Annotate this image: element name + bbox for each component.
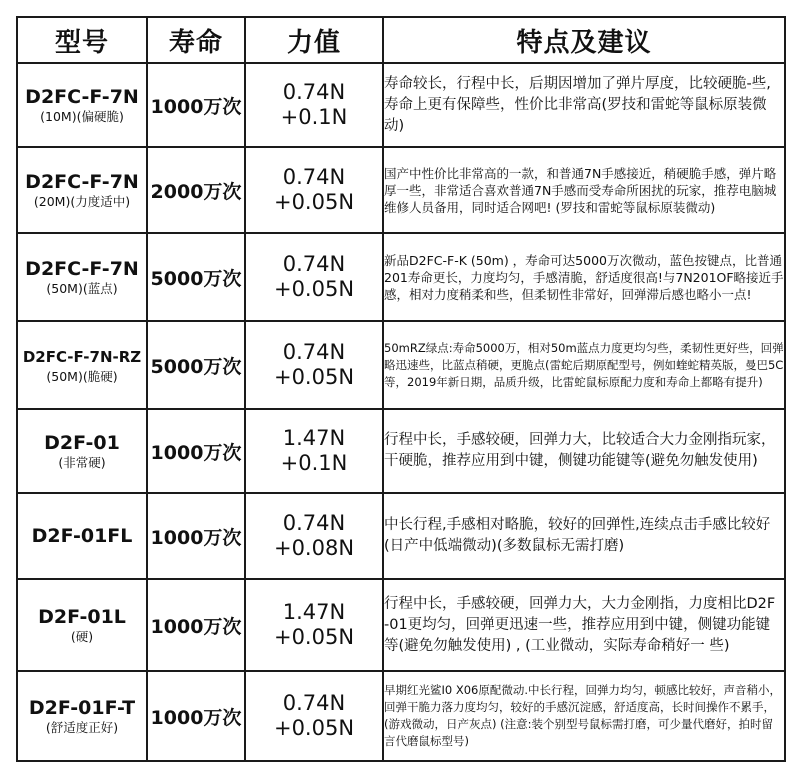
force-value: 0.74N — [282, 80, 346, 104]
features-text: 国产中性价比非常高的一款，和普通7N手感接近，稍硬脆手感，弹片略厚一些，非常适合喜欢普通7N手感而受寿命所困扰的玩家，推荐电脑城维修人员备用，同时适合网吧! (罗技和雷蛇等鼠标原装微动) — [383, 147, 785, 233]
model-note: (50M)(脆硬) — [46, 369, 118, 384]
table-row — [17, 147, 785, 233]
model-name: D2F-01FL — [31, 525, 133, 547]
force-cell — [245, 147, 383, 233]
force-cell — [245, 671, 383, 761]
table-row — [17, 233, 785, 321]
model-cell — [17, 493, 147, 579]
force-cell — [245, 579, 383, 671]
model-name: D2FC-F-7N-RZ — [22, 348, 142, 366]
force-value: 0.74N — [282, 165, 346, 189]
model-note: (50M)(蓝点) — [46, 281, 118, 296]
model-name: D2F-01F-T — [28, 697, 136, 719]
force-tolerance: +0.1N — [280, 105, 348, 129]
table-row — [17, 493, 785, 579]
force-value: 0.74N — [282, 340, 346, 364]
life-value: 2000万次 — [147, 147, 245, 233]
header-row — [17, 17, 785, 63]
life-value: 5000万次 — [147, 233, 245, 321]
force-value: 0.74N — [282, 252, 346, 276]
model-note: (舒适度正好) — [45, 720, 119, 735]
table-row — [17, 63, 785, 147]
features-text: 50mRZ绿点:寿命5000万，相对50m蓝点力度更均匀些，柔韧性更好些，回弹略迅速些，比蓝点稍硬，更脆点(雷蛇后期原配型号，例如蝰蛇精英版，曼巴5C等，2019年新日期，品质升级，比雷蛇鼠标原配力度和寿命上都略有提升) — [383, 321, 785, 409]
model-note: (10M)(偏硬脆) — [40, 109, 124, 124]
force-cell — [245, 63, 383, 147]
model-name: D2F-01 — [44, 432, 120, 454]
features-text: 寿命较长，行程中长，后期因增加了弹片厚度，比较硬脆-些,寿命上更有保障些，性价比非常高(罗技和雷蛇等鼠标原装微动) — [383, 63, 785, 147]
life-value: 1000万次 — [147, 671, 245, 761]
model-name: D2FC-F-7N — [25, 258, 139, 280]
force-tolerance: +0.08N — [273, 536, 355, 560]
force-cell — [245, 493, 383, 579]
life-value: 1000万次 — [147, 409, 245, 493]
model-cell — [17, 579, 147, 671]
features-text: 行程中长，手感较硬，回弹力大，比较适合大力金刚指玩家，干硬脆，推荐应用到中键，侧键功能键等(避免勿触发使用) — [383, 409, 785, 493]
features-text: 早期红光鲨I0 X06原配微动.中长行程，回弹力均匀，顿感比较好，声音稍小，回弹干脆力落力度均匀，较好的手感沉淀感，舒适度高，长时间操作不累手，(游戏微动，日产灰点) (注意:装个别型号鼠标需打磨，可少量代磨好，拍时留言代磨鼠标型号) — [383, 671, 785, 761]
force-tolerance: +0.05N — [273, 716, 355, 740]
model-cell — [17, 63, 147, 147]
model-cell — [17, 409, 147, 493]
model-note: (硬) — [70, 629, 94, 644]
switch-spec-table — [16, 16, 786, 762]
life-value: 1000万次 — [147, 63, 245, 147]
force-tolerance: +0.05N — [273, 625, 355, 649]
life-value: 1000万次 — [147, 579, 245, 671]
features-text: 中长行程,手感相对略脆，较好的回弹性,连续点击手感比较好(日产中低端微动)(多数鼠标无需打磨) — [383, 493, 785, 579]
features-text: 新品D2FC-F-K (50m) ，寿命可达5000万次微动，蓝色按键点，比普通201寿命更长，力度均匀，手感清脆，舒适度很高!与7N201OF略接近手感，相对力度稍柔和些，但柔韧性非常好，回弹滞后感也略小一点! — [383, 233, 785, 321]
model-cell — [17, 233, 147, 321]
force-value: 0.74N — [282, 511, 346, 535]
force-value: 0.74N — [282, 691, 346, 715]
model-name: D2FC-F-7N — [25, 171, 139, 193]
model-name: D2F-01L — [38, 606, 126, 628]
features-text: 行程中长，手感较硬，回弹力大，大力金刚指，力度相比D2F -01更均匀，回弹更迅速一些，推荐应用到中键，侧键功能键等(避免勿触发使用) , (工业微动，实际寿命稍好一 些) — [383, 579, 785, 671]
header-life: 寿命 — [147, 17, 245, 63]
model-name: D2FC-F-7N — [25, 86, 139, 108]
force-cell — [245, 233, 383, 321]
model-cell — [17, 321, 147, 409]
model-cell — [17, 147, 147, 233]
force-tolerance: +0.05N — [273, 365, 355, 389]
force-value: 1.47N — [282, 600, 346, 624]
life-value: 1000万次 — [147, 493, 245, 579]
force-cell — [245, 409, 383, 493]
force-tolerance: +0.1N — [280, 451, 348, 475]
model-cell — [17, 671, 147, 761]
force-tolerance: +0.05N — [273, 277, 355, 301]
header-features: 特点及建议 — [383, 17, 785, 63]
table-row — [17, 671, 785, 761]
force-tolerance: +0.05N — [273, 190, 355, 214]
table-row — [17, 579, 785, 671]
force-cell — [245, 321, 383, 409]
header-model: 型号 — [17, 17, 147, 63]
force-value: 1.47N — [282, 426, 346, 450]
life-value: 5000万次 — [147, 321, 245, 409]
model-note: (20M)(力度适中) — [33, 194, 131, 209]
table-row — [17, 409, 785, 493]
model-note: (非常硬) — [58, 455, 106, 470]
header-force: 力值 — [245, 17, 383, 63]
table-row — [17, 321, 785, 409]
